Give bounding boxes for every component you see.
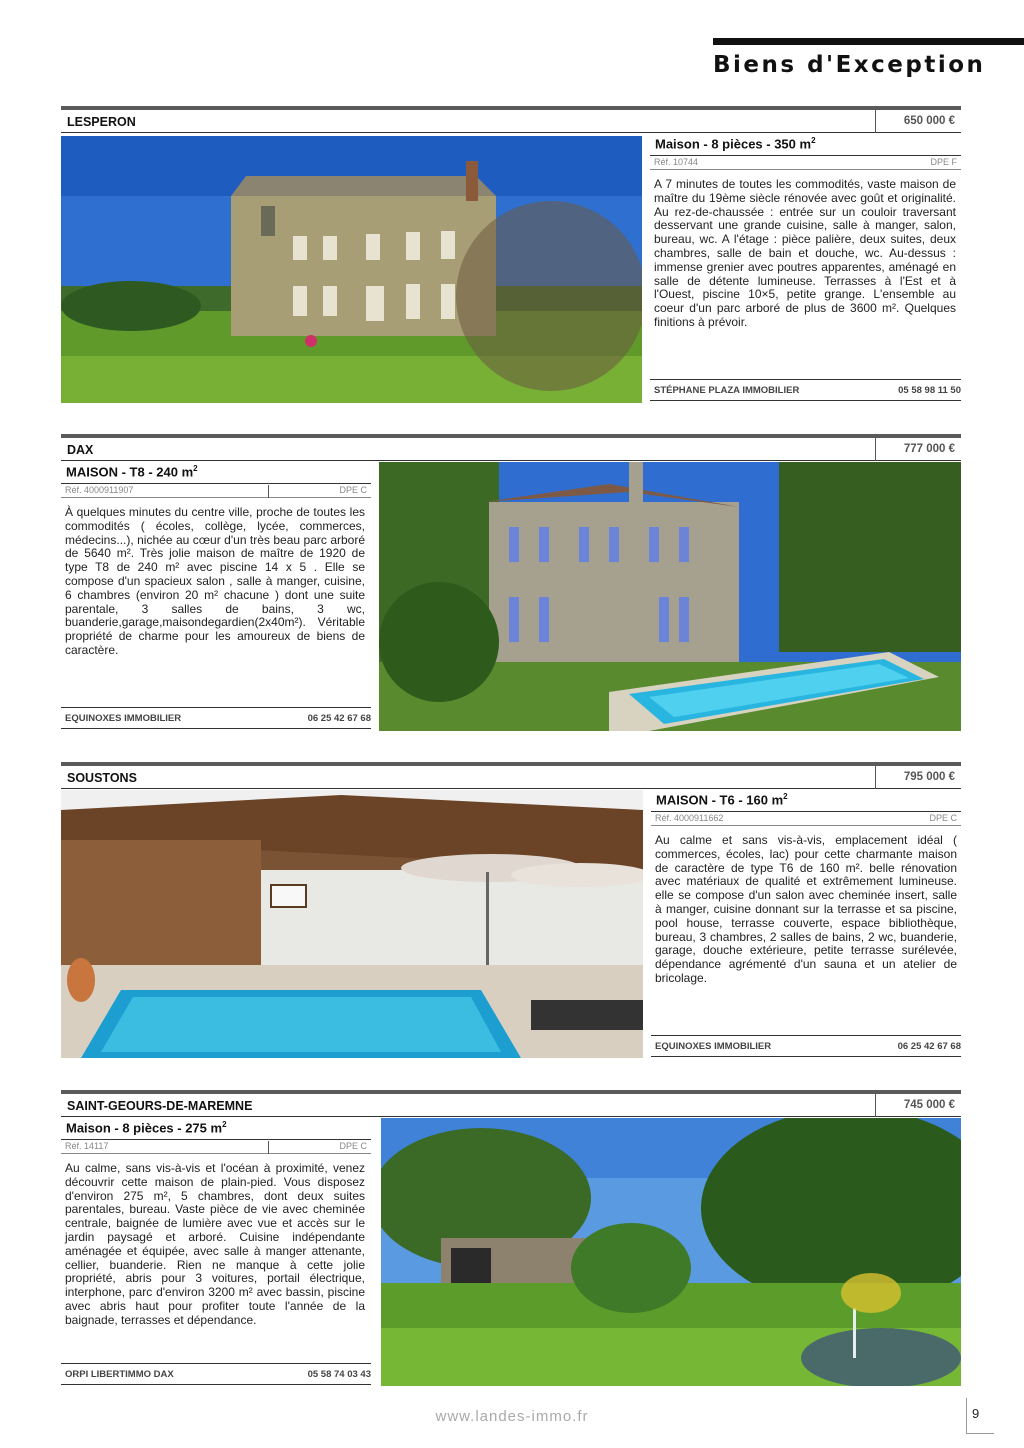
listing-saint-geours-de-maremne (61, 1090, 961, 1390)
listing-info (61, 464, 371, 731)
listing-ref-row (61, 483, 371, 498)
page-number-box (966, 1398, 994, 1434)
listing-ref: Réf. 4000911907 (65, 485, 134, 495)
listing-description: Au calme, sans vis-à-vis et l'océan à proximité, venez découvrir cette maison de plain-pied. Vous disposez d'environ 275 m², 5 chambres, dont deux suites parentales, bureau. Vaste pièce de vie avec cheminée centrale, baignée de lumière avec vue et accès sur le jardin paysagé et arboré. Cuisine indépendante aménagée et équipée, avec salle à manger attenante, cellier, buanderie. Rien ne manque à cette jolie propriété, abris pour 3 voitures, portail électrique, interphone, parc d'environ 3200 m² avec bassin, piscine avec abris haut pour profiter toute l'année de la baignade, terrasses et dépendance. (65, 1161, 365, 1327)
area-superscript: 2 (193, 464, 198, 473)
listing-photo-manor (61, 136, 642, 403)
listing-town: SAINT-GEOURS-DE-MAREMNE (67, 1099, 253, 1113)
page-number: 9 (972, 1406, 980, 1421)
listing-town-row (61, 438, 961, 461)
listing-info (61, 1120, 371, 1387)
listing-photo-pool-house (61, 790, 643, 1058)
listing-agency: EQUINOXES IMMOBILIER (65, 713, 182, 724)
header-bar (713, 38, 1024, 45)
listing-phone: 05 58 98 11 50 (898, 385, 961, 396)
listing-price: 795 000 € (875, 766, 961, 789)
listing-dax (61, 434, 961, 734)
listing-dpe: DPE C (268, 1141, 367, 1154)
listing-ref-row (651, 811, 961, 826)
listing-type: MAISON - T6 - 160 $m^2$ (656, 792, 788, 808)
listing-photo-villa-pool (379, 462, 961, 731)
listing-town-row (61, 110, 961, 133)
listing-info (651, 792, 961, 1059)
listing-ref-row (61, 1139, 371, 1154)
listing-ref: Réf. 14117 (65, 1141, 109, 1151)
area-superscript: 2 (222, 1120, 227, 1129)
area-superscript: 2 (811, 136, 816, 145)
listing-description: À quelques minutes du centre ville, proche de toutes les commodités ( écoles, collège, lycée, commerces, médecins...), nichée au cœur d'un très beau parc arboré de 5640 m². Très jolie maison de maître de 1920 de type T8 de 240 m² avec piscine 14 x 5 . Elle se compose d'un spacieux salon , salle à manger, cuisine, 6 chambres (environ 20 m² chacune ) dont une suite parentale, 3 salles de bains, 3 wc, buanderie,garage,maisondegardien(2x40m²). Véritable propriété de charme pour les amoureux de biens de caractère. (65, 505, 365, 657)
listing-price: 745 000 € (875, 1094, 961, 1117)
listing-agency-row (651, 1035, 961, 1057)
listing-town: DAX (67, 443, 94, 457)
listing-price: 650 000 € (875, 110, 961, 133)
listing-town: LESPERON (67, 115, 136, 129)
area-superscript: 2 (783, 792, 788, 801)
listing-ref-row (650, 155, 961, 170)
listing-town: SOUSTONS (67, 771, 137, 785)
listing-type: Maison - 8 pièces - 275 $m^2$ (66, 1120, 227, 1136)
listing-agency: STÉPHANE PLAZA IMMOBILIER (654, 385, 800, 396)
listing-soustons (61, 762, 961, 1062)
listing-phone: 06 25 42 67 68 (307, 713, 371, 724)
listing-town-row (61, 1094, 961, 1117)
listing-dpe: DPE C (268, 485, 367, 498)
listing-agency: EQUINOXES IMMOBILIER (655, 1041, 772, 1052)
listing-type: Maison - 8 pièces - 350 $m^2$ (655, 136, 816, 152)
listing-dpe: DPE C (929, 813, 957, 823)
listing-phone: 06 25 42 67 68 (897, 1041, 961, 1052)
listing-ref: Réf. 10744 (654, 157, 699, 167)
listing-info (650, 136, 961, 403)
listing-price: 777 000 € (875, 438, 961, 461)
listing-description: Au calme et sans vis-à-vis, emplacement idéal ( commerces, écoles, lac) pour cette charmante maison de caractère de type T6 de 160 m². belle rénovation avec matériaux de qualité et extrêmement lumineuse. elle se compose d'un salon avec cheminée insert, salle à manger, cuisine donnant sur la terrasse et sa piscine, pool house, terrasse couverte, espace bibliothèque, bureau, 3 chambres, 2 salles de bains, 2 wc, buanderie, garage, douche extérieure, petite terrasse surélevée, dépendance agrémenté d'un sauna et un atelier de bricolage. (655, 833, 957, 985)
footer-website-url[interactable]: www.landes-immo.fr (435, 1408, 589, 1425)
listing-agency: ORPI LIBERTIMMO DAX (65, 1369, 174, 1380)
listing-type: MAISON - T8 - 240 $m^2$ (66, 464, 198, 480)
listing-agency-row (61, 1363, 371, 1385)
listing-description: A 7 minutes de toutes les commodités, vaste maison de maître du 19ème siècle rénovée avec goût et originalité. Au rez-de-chaussée : entrée sur un couloir traversant desservant une grande cuisine, salle à manger, salon, bureau, wc. A l'étage : pièce palière, deux suites, deux chambres, salle de bain et douche, wc. Au-dessus : immense grenier avec poutres apparentes, aménagé en salle de détente lumineuse. Terrasses à l'Est et à l'Ouest, piscine 10×5, petite grange. L'ensemble au coeur d'un parc arboré de plus de 3600 m². Quelques finitions à prévoir. (654, 177, 956, 329)
listing-dpe: DPE F (930, 157, 957, 167)
listing-town-row (61, 766, 961, 789)
listing-agency-row (61, 707, 371, 729)
listing-agency-row (650, 379, 961, 401)
listing-lesperon (61, 106, 961, 406)
page-title: Biens d'Exception (713, 52, 986, 78)
listing-ref: Réf. 4000911662 (655, 813, 724, 823)
listing-phone: 05 58 74 03 43 (307, 1369, 371, 1380)
listing-photo-garden-pond (381, 1118, 961, 1386)
